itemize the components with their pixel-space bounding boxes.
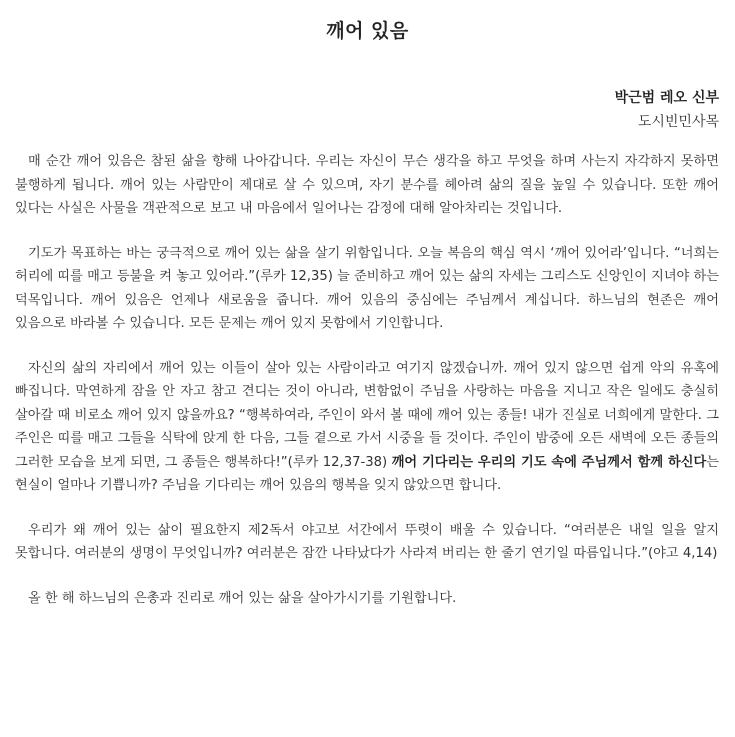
paragraph-text: 는 현실이 얼마나 기쁩니까? 주님을 기다리는 깨어 있음의 행복을 잊지 않았으면 합니다.: [15, 454, 719, 493]
author-organization: 도시빈민사목: [637, 114, 719, 130]
paragraph-1: [15, 150, 719, 221]
paragraph-text: 자신의 삶의 자리에서 깨어 있는 이들이 살아 있는 사람이라고 여기지 않겠습니까. 깨어 있지 않으면 쉽게 악의 유혹에 빠집니다. 막연하게 잠을 안 자고 참고 견디는 것이 아니라, 변함없이 주님을 사랑하는 마음을 지니고 작은 일에도 충실히 살아갈 때 비로소 깨어 있지 않을까요? “행복하여라, 주인이 와서 볼 때에 깨어 있는 종들! 내가 진실로 너희에게 말한다. 그 주인은 띠를 매고 그들을 식탁에 앉게 한 다음, 그들 곁으로 가서 시중을 들 것이다. 주인이 밤중에 오든 새벽에 오든 종들의 그러한 모습을 보게 되면, 그 종들은 행복하다!”(루카 12,37-38): [15, 360, 719, 470]
paragraph-text: 우리가 왜 깨어 있는 삶이 필요한지 제2독서 야고보 서간에서 뚜렷이 배울 수 있습니다. “여러분은 내일 일을 알지 못합니다. 여러분의 생명이 무엇입니까? 여러분은 잠깐 나타났다가 사라져 버리는 한 줄기 연기일 따름입니다.”(야고 4,14): [15, 522, 719, 561]
article-title: 깨어 있음: [326, 20, 409, 42]
paragraph-text: 기도가 목표하는 바는 궁극적으로 깨어 있는 삶을 살기 위함입니다. 오늘 복음의 핵심 역시 ‘깨어 있어라’입니다. “너희는 허리에 띠를 매고 등불을 켜 놓고 있어라.”(루카 12,35) 늘 준비하고 깨어 있는 삶의 자세는 그리스도 신앙인이 지녀야 하는 덕목입니다. 깨어 있음은 언제나 새로움을 줍니다. 깨어 있음의 중심에는 주님께서 계십니다. 하느님의 현존은 깨어 있음으로 바라볼 수 있습니다. 모든 문제는 깨어 있지 못함에서 기인합니다.: [15, 245, 719, 331]
byline: [615, 86, 719, 134]
paragraph-4: [15, 519, 719, 566]
paragraph-2: [15, 242, 719, 336]
article-body: [15, 150, 719, 631]
author-name: 박근범 레오 신부: [614, 90, 719, 106]
emphasized-text: 깨어 기다리는 우리의 기도 속에 주님께서 함께 하신다: [391, 454, 707, 470]
paragraph-5: [15, 587, 719, 611]
paragraph-3: [15, 357, 719, 498]
paragraph-text: 매 순간 깨어 있음은 참된 삶을 향해 나아갑니다. 우리는 자신이 무슨 생각을 하고 무엇을 하며 사는지 자각하지 못하면 불행하게 됩니다. 깨어 있는 사람만이 제대로 살 수 있으며, 자기 분수를 헤아려 삶의 질을 높일 수 있습니다. 또한 깨어 있다는 사실은 사물을 객관적으로 보고 내 마음에서 일어나는 감정에 대해 알아차리는 것입니다.: [15, 154, 719, 216]
paragraph-text: 올 한 해 하느님의 은총과 진리로 깨어 있는 삶을 살아가시기를 기원합니다.: [28, 590, 457, 606]
